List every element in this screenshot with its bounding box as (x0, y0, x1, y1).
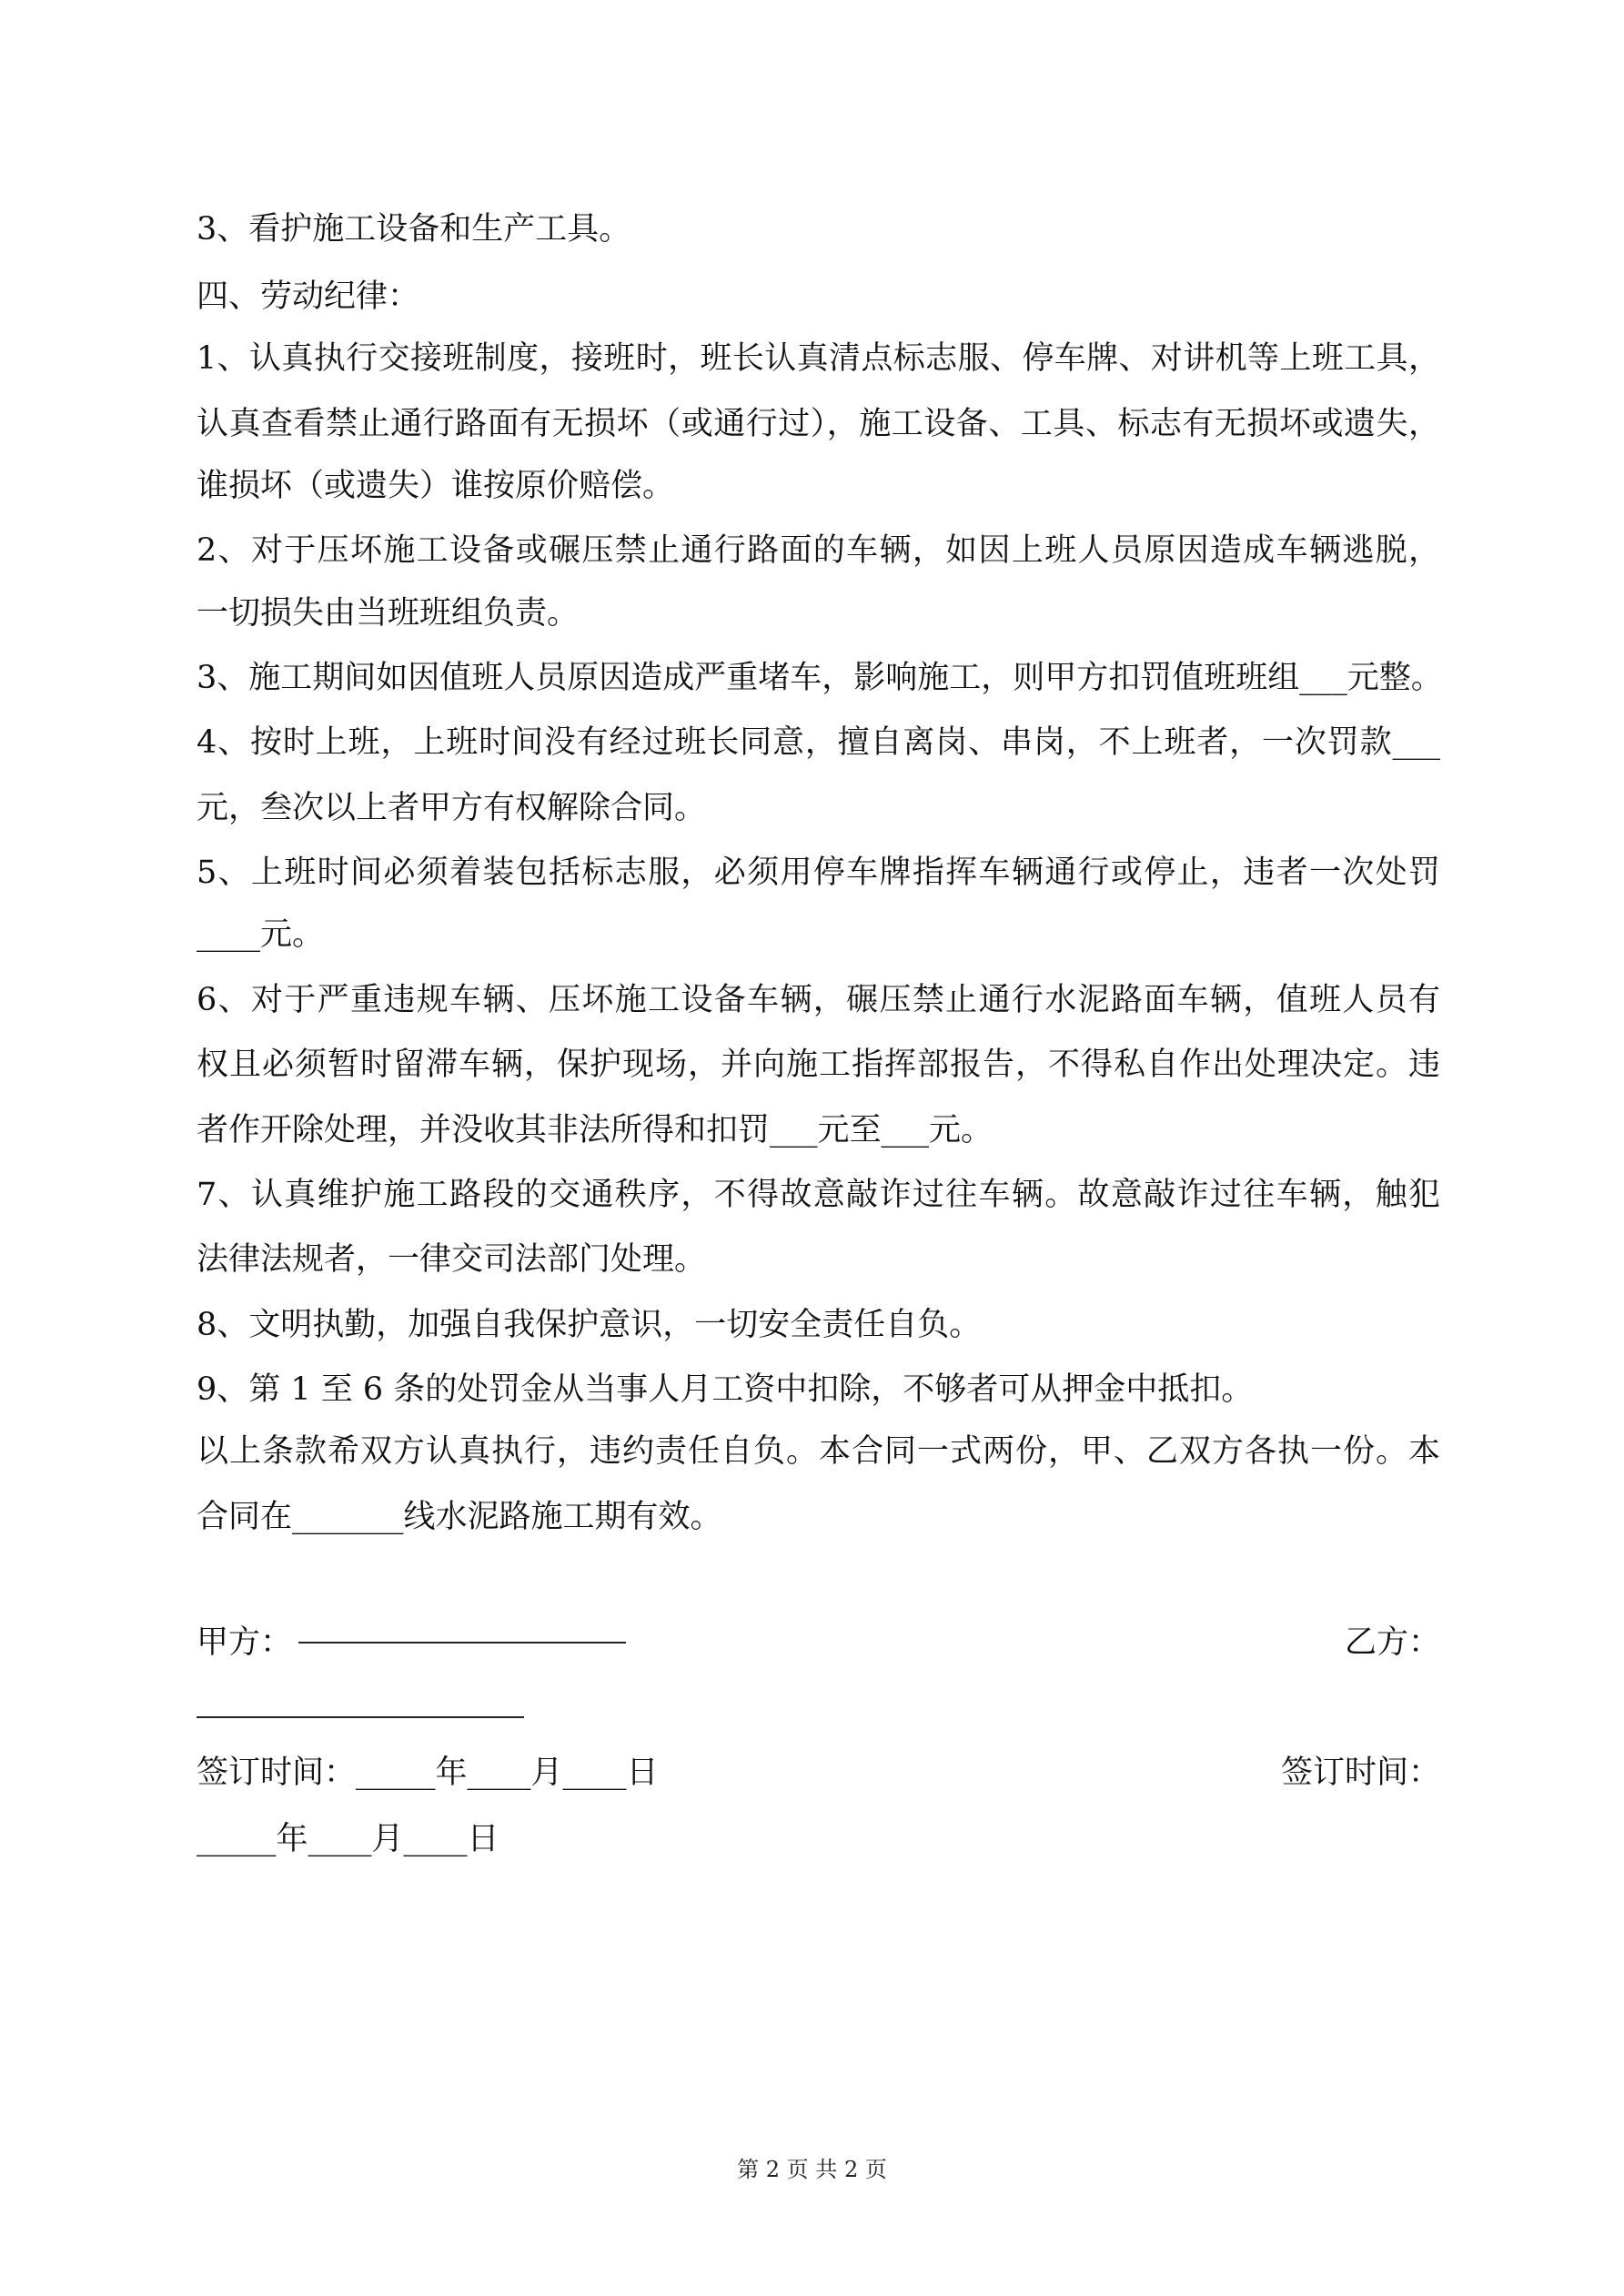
paragraph-line: 认真查看禁止通行路面有无损坏（或通行过），施工设备、工具、标志有无损坏或遗失， (197, 406, 1440, 442)
paragraph-line: 6、对于严重违规车辆、压坏施工设备车辆，碾压禁止通行水泥路面车辆，值班人员有 (197, 982, 1440, 1018)
paragraph-line: ____元。 (197, 916, 325, 953)
paragraph-line: 5、上班时间必须着装包括标志服，必须用停车牌指挥车辆通行或停止，违者一次处罚 (197, 855, 1440, 891)
paragraph-line: 以上条款希双方认真执行，违约责任自负。本合同一式两份，甲、乙双方各执一份。本 (197, 1433, 1440, 1470)
party-b-signature-line[interactable] (197, 1716, 524, 1718)
paragraph-line: 7、认真维护施工路段的交通秩序，不得故意敲诈过往车辆。故意敲诈过往车辆，触犯 (197, 1177, 1440, 1213)
sign-time-b-date: _____年____月____日 (197, 1821, 499, 1857)
paragraph-line: 3、施工期间如因值班人员原因造成严重堵车，影响施工，则甲方扣罚值班班组___元整。 (197, 660, 1443, 696)
paragraph-line: 4、按时上班，上班时间没有经过班长同意，擅自离岗、串岗，不上班者，一次罚款___ (197, 724, 1440, 761)
party-a-signature-line[interactable] (298, 1642, 626, 1644)
paragraph-line: 2、对于压坏施工设备或碾压禁止通行路面的车辆，如因上班人员原因造成车辆逃脱， (197, 532, 1440, 569)
paragraph-line: 法律法规者，一律交司法部门处理。 (197, 1241, 707, 1278)
party-b-label: 乙方： (1344, 1624, 1440, 1661)
section-heading: 四、劳动纪律： (197, 278, 420, 315)
paragraph-line: 9、第 1 至 6 条的处罚金从当事人月工资中扣除，不够者可从押金中抵扣。 (197, 1371, 1254, 1408)
sign-time-a: 签订时间：_____年____月____日 (197, 1755, 659, 1791)
page-number-footer: 第 2 页 共 2 页 (737, 2157, 887, 2182)
paragraph-line: 合同在_______线水泥路施工期有效。 (197, 1499, 722, 1535)
party-a-label: 甲方： (197, 1624, 293, 1661)
paragraph-line: 者作开除处理，并没收其非法所得和扣罚___元至___元。 (197, 1112, 994, 1148)
paragraph-line: 1、认真执行交接班制度，接班时，班长认真清点标志服、停车牌、对讲机等上班工具， (197, 340, 1440, 377)
paragraph-line: 3、看护施工设备和生产工具。 (197, 211, 631, 248)
paragraph-line: 8、文明执勤，加强自我保护意识，一切安全责任自负。 (197, 1307, 982, 1343)
paragraph-line: 谁损坏（或遗失）谁按原价赔偿。 (197, 468, 675, 504)
paragraph-line: 权且必须暂时留滞车辆，保护现场，并向施工指挥部报告，不得私自作出处理决定。违 (197, 1047, 1440, 1083)
paragraph-line: 一切损失由当班班组负责。 (197, 595, 580, 632)
paragraph-line: 元，叁次以上者甲方有权解除合同。 (197, 790, 707, 826)
sign-time-b-label: 签订时间： (1280, 1755, 1440, 1791)
